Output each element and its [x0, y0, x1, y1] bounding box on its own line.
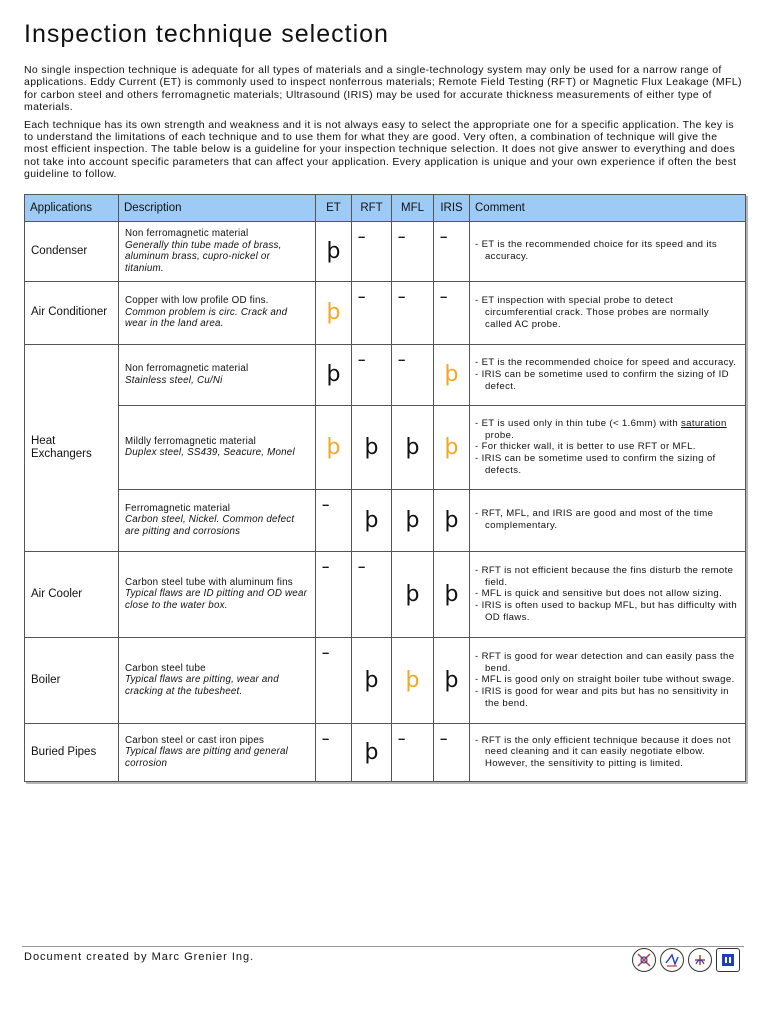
comment-item: - For thicker wall, it is better to use RFT or MFL.	[475, 441, 739, 453]
application-cell: Air Conditioner	[25, 281, 119, 344]
check-mark-icon: þ	[444, 667, 459, 693]
check-mark-icon: þ	[444, 362, 459, 388]
iris-mark-suitable	[434, 637, 470, 723]
application-cell: Air Cooler	[25, 551, 119, 637]
description-cell	[119, 723, 316, 781]
table-row	[25, 637, 746, 723]
header-rft: RFT	[352, 194, 392, 221]
page-title: Inspection technique selection	[24, 20, 389, 48]
description-material: Non ferromagnetic material	[125, 227, 249, 239]
description-details: Generally thin tube made of brass, aluminum brass, cupro-nickel or titanium.	[125, 239, 282, 274]
et-mark-suitable	[316, 221, 352, 281]
iris-mark-suitable	[434, 551, 470, 637]
header-description: Description	[119, 194, 316, 221]
check-mark-icon: þ	[405, 581, 420, 607]
rft-logo-icon	[660, 948, 684, 972]
document-page	[24, 20, 744, 782]
description-material: Ferromagnetic material	[125, 502, 231, 514]
comment-item: - IRIS can be sometime used to confirm the sizing of defects.	[475, 453, 739, 476]
table-row	[25, 344, 746, 405]
description-details: Common problem is circ. Crack and wear in the land area.	[125, 306, 288, 330]
et-mark-recommended	[316, 405, 352, 489]
table-row	[25, 405, 746, 489]
comment-item: - IRIS is often used to backup MFL, but has difficulty with OD flaws.	[475, 600, 739, 623]
header-mfl: MFL	[392, 194, 434, 221]
table-row	[25, 723, 746, 781]
description-cell	[119, 489, 316, 551]
mfl-mark-suitable	[392, 551, 434, 637]
application-cell: Heat Exchangers	[25, 344, 119, 551]
description-material: Carbon steel tube	[125, 662, 206, 674]
et-logo-icon	[632, 948, 656, 972]
mfl-not-applicable: --	[392, 221, 434, 281]
iris-not-applicable: --	[434, 221, 470, 281]
mfl-not-applicable: --	[392, 723, 434, 781]
comment-item: - ET is the recommended choice for its speed and its accuracy.	[475, 239, 739, 262]
iris-mark-suitable	[434, 489, 470, 551]
description-details: Typical flaws are ID pitting and OD wear close to the water box.	[125, 588, 308, 611]
intro-paragraph-2: Each technique has its own strength and weakness and it is not always easy to select the appropriate one for a specific application. The key is to understand the limitations of each technique and to use them for what they are good. Very often, a combination of technique will give the most efficient inspection. The table below is a guideline for your inspection technique selection. It does not give answer to everything and does not take into account specific parameters that can affect your application. Every application is unique and your own experience if often the best guideline to follow.	[24, 118, 737, 181]
iris-logo-icon	[716, 948, 740, 972]
description-details: Typical flaws are pitting, wear and cracking at the tubesheet.	[125, 674, 279, 697]
comment-cell	[470, 405, 746, 489]
comment-cell	[470, 344, 746, 405]
intro-paragraph-1: No single inspection technique is adequate for all types of materials and a single-technology system may only be used for a narrow range of applications. Eddy Current (ET) is commonly used to inspect nonferrous materials; Remote Field Testing (RFT) or Magnetic Flux Leakage (MFL) for carbon steel and others ferromagnetic materials; Ultrasound (IRIS) may be used for accurate thickness measurements of either type of materials.	[24, 64, 742, 114]
iris-not-applicable: --	[434, 723, 470, 781]
comment-cell	[470, 489, 746, 551]
comment-item: - MFL is good only on straight boiler tube without swage.	[475, 674, 739, 686]
check-mark-icon: þ	[364, 434, 379, 460]
mfl-logo-icon	[688, 948, 712, 972]
mfl-not-applicable: --	[392, 344, 434, 405]
description-material: Copper with low profile OD fins.	[125, 295, 269, 307]
et-mark-recommended	[316, 281, 352, 344]
mfl-mark-suitable	[392, 405, 434, 489]
footer-text: Document created by Marc Grenier Ing.	[24, 951, 255, 963]
et-not-applicable: --	[316, 489, 352, 551]
comment-item: - MFL is quick and sensitive but does not allow sizing.	[475, 588, 739, 600]
check-mark-icon: þ	[444, 581, 459, 607]
check-mark-icon: þ	[364, 739, 379, 765]
description-material: Carbon steel or cast iron pipes	[125, 734, 265, 746]
header-iris: IRIS	[434, 194, 470, 221]
description-details: Carbon steel, Nickel. Common defect are pitting and corrosions	[125, 514, 295, 537]
iris-mark-recommended	[434, 344, 470, 405]
comment-cell	[470, 723, 746, 781]
check-mark-icon: þ	[405, 434, 420, 460]
comment-item: - RFT is good for wear detection and can easily pass the bend.	[475, 651, 739, 674]
application-cell: Buried Pipes	[25, 723, 119, 781]
footer-logos	[632, 948, 740, 972]
mfl-mark-recommended	[392, 637, 434, 723]
check-mark-icon: þ	[326, 362, 341, 388]
table-row	[25, 281, 746, 344]
rft-not-applicable: --	[352, 551, 392, 637]
et-not-applicable: --	[316, 723, 352, 781]
iris-mark-recommended	[434, 405, 470, 489]
rft-not-applicable: --	[352, 281, 392, 344]
check-mark-icon: þ	[326, 238, 341, 264]
footer-divider	[22, 946, 744, 947]
technique-table	[24, 194, 746, 782]
description-cell	[119, 405, 316, 489]
description-cell	[119, 344, 316, 405]
et-not-applicable: --	[316, 551, 352, 637]
check-mark-icon: þ	[364, 667, 379, 693]
table-header-row	[25, 194, 746, 221]
comment-cell	[470, 551, 746, 637]
description-cell	[119, 281, 316, 344]
table-row	[25, 551, 746, 637]
header-et: ET	[316, 194, 352, 221]
check-mark-icon: þ	[364, 507, 379, 533]
description-material: Non ferromagnetic material	[125, 363, 249, 375]
description-details: Duplex steel, SS439, Seacure, Monel	[125, 447, 295, 459]
description-details: Stainless steel, Cu/Ni	[125, 374, 223, 386]
comment-item: - RFT is the only efficient technique because it does not need cleaning and it can easily negotiate elbow. However, the sensitivity to pitting is limited.	[475, 735, 739, 770]
rft-mark-suitable	[352, 723, 392, 781]
comment-cell	[470, 281, 746, 344]
rft-not-applicable: --	[352, 344, 392, 405]
rft-mark-suitable	[352, 489, 392, 551]
rft-not-applicable: --	[352, 221, 392, 281]
table-body	[25, 221, 746, 781]
et-mark-suitable	[316, 344, 352, 405]
comment-item: - RFT, MFL, and IRIS are good and most of the time complementary.	[475, 508, 739, 531]
comment-item: - ET is the recommended choice for speed and accuracy.	[475, 357, 739, 369]
rft-mark-suitable	[352, 637, 392, 723]
check-mark-icon: þ	[405, 667, 420, 693]
description-details: Typical flaws are pitting and general corrosion	[125, 746, 288, 769]
comment-item: - ET inspection with special probe to detect circumferential crack. Those probes are normally called AC probe.	[475, 295, 739, 330]
iris-not-applicable: --	[434, 281, 470, 344]
check-mark-icon: þ	[326, 300, 341, 326]
description-material: Carbon steel tube with aluminum fins	[125, 576, 293, 588]
check-mark-icon: þ	[405, 507, 420, 533]
description-cell	[119, 551, 316, 637]
application-cell: Boiler	[25, 637, 119, 723]
comment-item: - IRIS can be sometime used to confirm the sizing of ID defect.	[475, 369, 739, 392]
check-mark-icon: þ	[444, 507, 459, 533]
table-row	[25, 489, 746, 551]
check-mark-icon: þ	[444, 434, 459, 460]
application-cell: Condenser	[25, 221, 119, 281]
description-material: Mildly ferromagnetic material	[125, 435, 257, 447]
mfl-not-applicable: --	[392, 281, 434, 344]
et-not-applicable: --	[316, 637, 352, 723]
comment-item: - ET is used only in thin tube (< 1.6mm) with saturation probe.	[475, 418, 739, 441]
comment-item: - IRIS is good for wear and pits but has no sensitivity in the bend.	[475, 686, 739, 709]
description-cell	[119, 637, 316, 723]
comment-cell	[470, 637, 746, 723]
table-row	[25, 221, 746, 281]
rft-mark-suitable	[352, 405, 392, 489]
comment-item: - RFT is not efficient because the fins disturb the remote field.	[475, 565, 739, 588]
check-mark-icon: þ	[326, 434, 341, 460]
comment-cell	[470, 221, 746, 281]
header-applications: Applications	[25, 194, 119, 221]
mfl-mark-suitable	[392, 489, 434, 551]
description-cell	[119, 221, 316, 281]
header-comment: Comment	[470, 194, 746, 221]
